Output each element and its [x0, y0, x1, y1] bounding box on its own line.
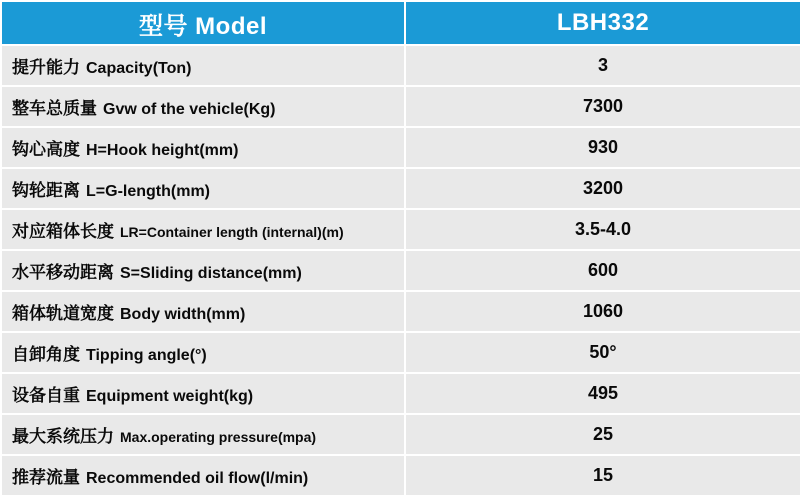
spec-label-cell	[1, 414, 405, 455]
spec-label-en: Max.operating pressure(mpa)	[120, 429, 317, 445]
table-row	[1, 86, 800, 127]
spec-value-cell: 1060	[405, 291, 800, 332]
spec-value-cell: 600	[405, 250, 800, 291]
spec-label-cell	[1, 250, 405, 291]
spec-label-cn: 最大系统压力	[12, 427, 114, 446]
table-row	[1, 332, 800, 373]
spec-value-cell: 25	[405, 414, 800, 455]
spec-value-cell: 495	[405, 373, 800, 414]
header-model-label: 型号 Model	[1, 1, 405, 45]
spec-label-cn: 整车总质量	[12, 99, 97, 118]
spec-label-cn: 推荐流量	[12, 468, 80, 487]
spec-label-en: Equipment weight(kg)	[86, 388, 254, 405]
spec-label-en: Gvw of the vehicle(Kg)	[103, 101, 276, 118]
spec-label-en: L=G-length(mm)	[86, 183, 210, 200]
table-header-row	[1, 1, 800, 45]
table-row	[1, 127, 800, 168]
spec-value-cell: 3	[405, 45, 800, 86]
spec-label-cell	[1, 127, 405, 168]
spec-value-cell: 7300	[405, 86, 800, 127]
table-row	[1, 291, 800, 332]
table-body	[1, 45, 800, 496]
spec-label-en: Body width(mm)	[120, 306, 246, 323]
table-row	[1, 455, 800, 496]
spec-label-cn: 钩轮距离	[12, 181, 80, 200]
spec-label-cn: 自卸角度	[12, 345, 80, 364]
table-row	[1, 373, 800, 414]
spec-label-en: Tipping angle(°)	[86, 347, 207, 364]
spec-value-cell: 50°	[405, 332, 800, 373]
table-row	[1, 209, 800, 250]
spec-value-cell: 3200	[405, 168, 800, 209]
header-model-value: LBH332	[405, 1, 800, 45]
spec-label-cell	[1, 86, 405, 127]
spec-label-cn: 设备自重	[12, 386, 80, 405]
spec-label-cell	[1, 455, 405, 496]
spec-label-en: Recommended oil flow(l/min)	[86, 470, 309, 487]
spec-label-en: H=Hook height(mm)	[86, 142, 239, 159]
table-row	[1, 414, 800, 455]
spec-label-en: LR=Container length (internal)(m)	[120, 224, 344, 240]
spec-label-en: Capacity(Ton)	[86, 60, 192, 77]
spec-value-cell: 930	[405, 127, 800, 168]
spec-label-cn: 箱体轨道宽度	[12, 304, 114, 323]
spec-label-cell	[1, 291, 405, 332]
spec-label-cell	[1, 373, 405, 414]
table-row	[1, 250, 800, 291]
spec-value-cell: 15	[405, 455, 800, 496]
spec-label-cell	[1, 168, 405, 209]
table-header	[1, 1, 800, 45]
table-row	[1, 168, 800, 209]
spec-label-cn: 水平移动距离	[12, 263, 114, 282]
spec-label-cell	[1, 45, 405, 86]
spec-value-cell: 3.5-4.0	[405, 209, 800, 250]
table-row	[1, 45, 800, 86]
spec-label-cn: 钩心高度	[12, 140, 80, 159]
spec-label-cell	[1, 209, 405, 250]
spec-label-cell	[1, 332, 405, 373]
spec-label-cn: 对应箱体长度	[12, 222, 114, 241]
spec-label-cn: 提升能力	[12, 58, 80, 77]
spec-label-en: S=Sliding distance(mm)	[120, 265, 302, 282]
